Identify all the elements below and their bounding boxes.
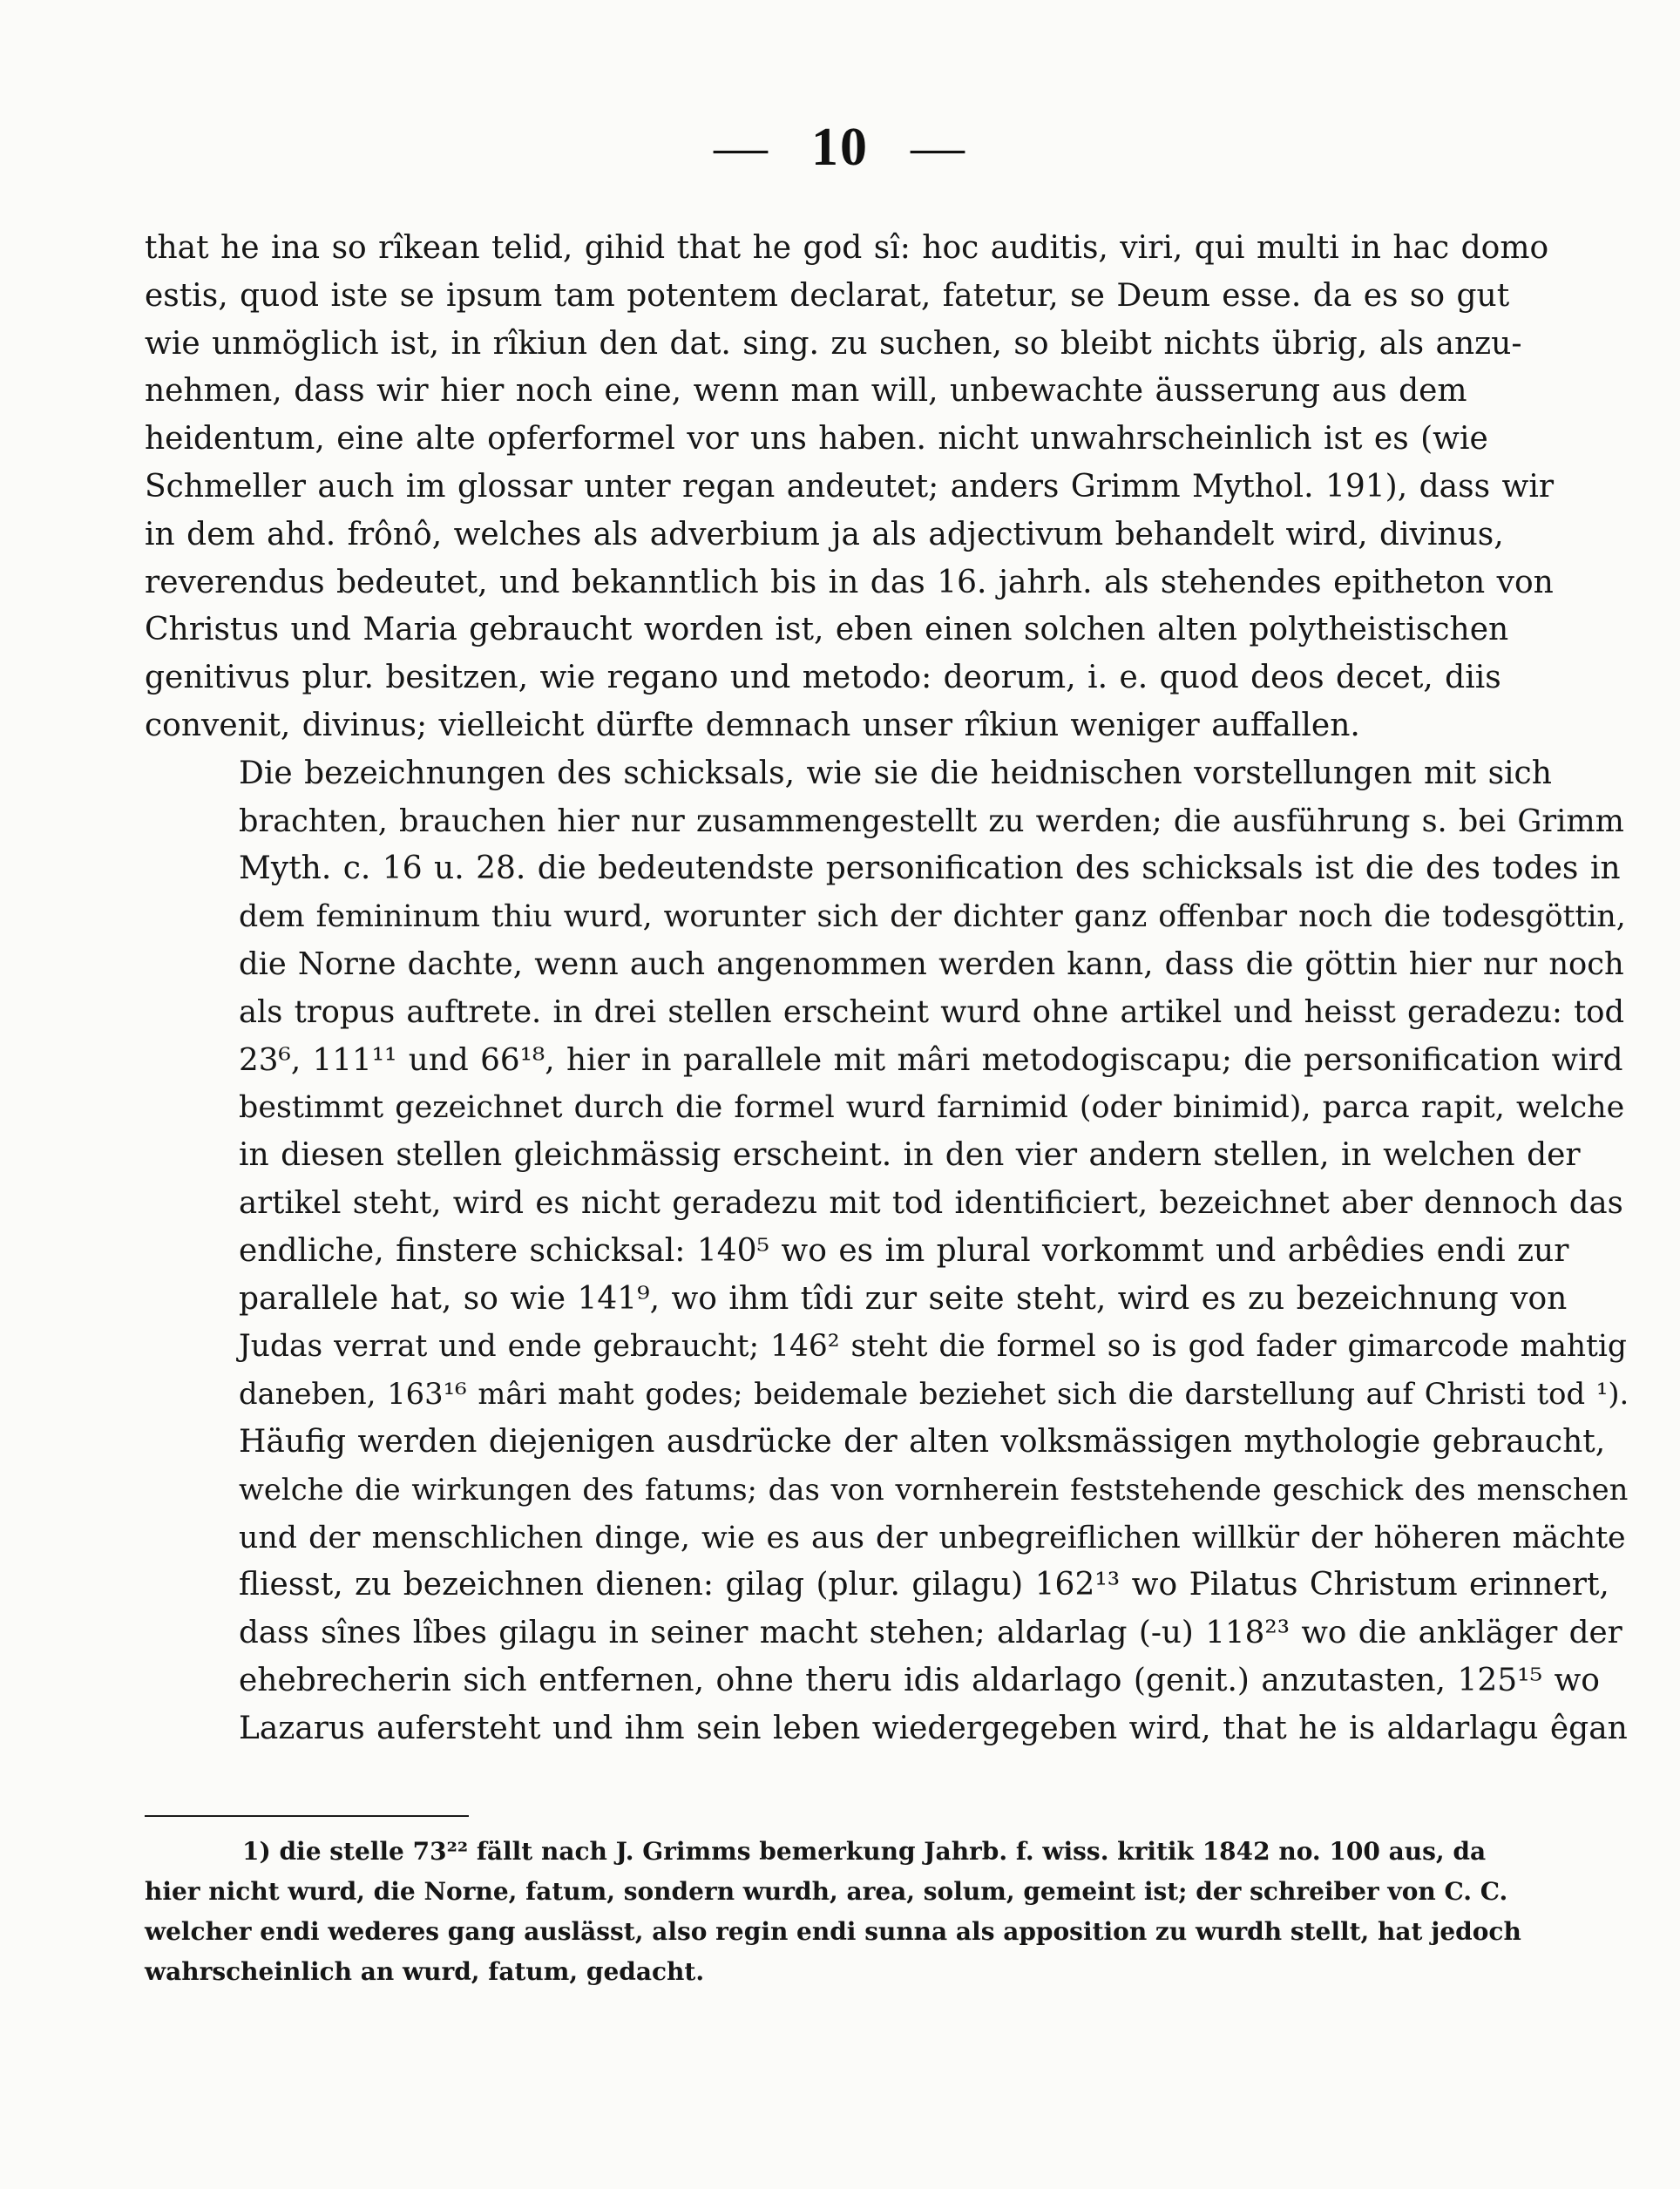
text-line: dass sînes lîbes gilagu in seiner macht stehen; aldarlag (-u) 118²³ wo die ankläger der xyxy=(239,1615,1622,1651)
text-line: als tropus auftrete. in drei stellen erscheint wurd ohne artikel und heisst geradezu: tod xyxy=(239,993,1625,1030)
footnote-divider xyxy=(145,1815,469,1817)
text-line: welche die wirkungen des fatums; das von vornherein feststehende geschick des menschen xyxy=(239,1472,1629,1507)
body-text xyxy=(145,225,1629,1753)
text-line: und der menschlichen dinge, wie es aus der unbegreiflichen willkür der höheren mächte xyxy=(239,1520,1626,1555)
text-line: ehebrecherin sich entfernen, ohne theru idis aldarlago (genit.) anzutasten, 125¹⁵ wo xyxy=(239,1662,1600,1698)
page-number: 10 xyxy=(811,118,869,177)
footnote-line: wahrscheinlich an wurd, fatum, gedacht. xyxy=(145,1957,705,1986)
text-line: reverendus bedeutet, und bekanntlich bis in das 16. jahrh. als stehendes epitheton von xyxy=(145,564,1554,600)
text-line: genitivus plur. besitzen, wie regano und metodo: deorum, i. e. quod deos decet, diis xyxy=(145,660,1501,696)
text-line: estis, quod iste se ipsum tam potentem declarat, fatetur, se Deum esse. da es so gut xyxy=(145,277,1510,314)
text-line: daneben, 163¹⁶ mâri maht godes; beidemale beziehet sich die darstellung auf Christi tod ¹). xyxy=(239,1377,1629,1412)
text-line: Die bezeichnungen des schicksals, wie sie die heidnischen vorstellungen mit sich xyxy=(239,755,1552,791)
text-line: in dem ahd. frônô, welches als adverbium ja als adjectivum behandelt wird, divinus, xyxy=(145,516,1504,552)
text-line: 23⁶, 111¹¹ und 66¹⁸, hier in parallele mit mâri metodogiscapu; die personification wird xyxy=(239,1041,1623,1078)
text-line: brachten, brauchen hier nur zusammengestellt zu werden; die ausführung s. bei Grimm xyxy=(239,803,1624,839)
text-line: bestimmt gezeichnet durch die formel wurd farnimid (oder binimid), parca rapit, welche xyxy=(239,1090,1625,1126)
footnote-line: welcher endi wederes gang auslässt, also regin endi sunna als apposition zu wurdh stellt, hat jedoch xyxy=(145,1917,1521,1946)
text-line: wie unmöglich ist, in rîkiun den dat. sing. zu suchen, so bleibt nichts übrig, als anzu- xyxy=(145,325,1522,362)
paragraph-1 xyxy=(145,225,1629,750)
footnote xyxy=(145,1832,1629,1992)
footnote-line: hier nicht wurd, die Norne, fatum, sondern wurdh, area, solum, gemeint ist; der schreiber von C. C. xyxy=(145,1877,1508,1906)
text-line: nehmen, dass wir hier noch eine, wenn man will, unbewachte äusserung aus dem xyxy=(145,373,1467,410)
text-line: that he ina so rîkean telid, gihid that he god sî: hoc auditis, viri, qui multi in hac domo xyxy=(145,230,1549,266)
text-line: artikel steht, wird es nicht geradezu mit tod identificiert, bezeichnet aber dennoch das xyxy=(239,1184,1623,1221)
text-line: Myth. c. 16 u. 28. die bedeutendste personification des schicksals ist die des todes in xyxy=(239,851,1621,887)
text-line: dem femininum thiu wurd, worunter sich der dichter ganz offenbar noch die todesgöttin, xyxy=(239,899,1626,935)
text-line: Häufig werden diejenigen ausdrücke der alten volksmässigen mythologie gebraucht, xyxy=(239,1423,1606,1460)
text-line: convenit, divinus; vielleicht dürfte demnach unser rîkiun weniger auffallen. xyxy=(145,707,1360,743)
header-dash-left: — xyxy=(714,118,769,177)
text-line: die Norne dachte, wenn auch angenommen werden kann, dass die göttin hier nur noch xyxy=(239,945,1624,982)
text-line: parallele hat, so wie 141⁹, wo ihm tîdi zur seite steht, wird es zu bezeichnung von xyxy=(239,1280,1568,1317)
text-line: heidentum, eine alte opferformel vor uns haben. nicht unwahrscheinlich ist es (wie xyxy=(145,421,1488,457)
header-dash-right: — xyxy=(911,118,966,177)
text-line: endliche, finstere schicksal: 140⁵ wo es im plural vorkommt und arbêdies endi zur xyxy=(239,1232,1569,1269)
text-line: fliesst, zu bezeichnen dienen: gilag (plur. gilagu) 162¹³ wo Pilatus Christum erinnert, xyxy=(239,1567,1609,1603)
page-header xyxy=(0,117,1680,179)
paragraph-2 xyxy=(145,750,1629,1419)
footnote-line: 1) die stelle 73²² fällt nach J. Grimms bemerkung Jahrb. f. wiss. kritik 1842 no. 100 aus, da xyxy=(242,1837,1487,1866)
text-line: Judas verrat und ende gebraucht; 146² steht die formel so is god fader gimarcode mahtig xyxy=(239,1329,1627,1365)
paragraph-3 xyxy=(145,1419,1629,1753)
text-line: Schmeller auch im glossar unter regan andeutet; anders Grimm Mythol. 191), dass wir xyxy=(145,468,1555,505)
text-line: in diesen stellen gleichmässig erscheint. in den vier andern stellen, in welchen der xyxy=(239,1137,1581,1174)
text-line: Lazarus aufersteht und ihm sein leben wiedergegeben wird, that he is aldarlagu êgan xyxy=(239,1710,1628,1746)
text-line: Christus und Maria gebraucht worden ist, eben einen solchen alten polytheistischen xyxy=(145,612,1509,648)
